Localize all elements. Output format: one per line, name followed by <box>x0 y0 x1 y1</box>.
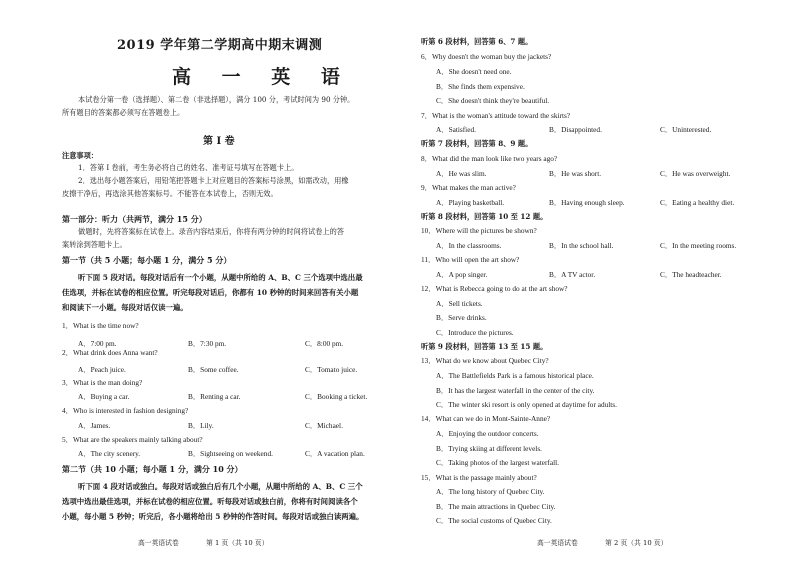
question-11: 11．Who will open the art show? <box>421 255 520 264</box>
material-6-title: 听第 6 段材料，回答第 6、7 题。 <box>421 37 533 46</box>
section2-inst-1: 听下面 4 段对话或独白。每段对话或独白后有几个小题，从题中所给的 A、B、C 三个 <box>78 482 363 491</box>
question-5: 5．What are the speakers mainly talking about? <box>62 435 203 444</box>
subject-title: 高 一 英 语 <box>172 66 352 88</box>
option-4a: A．James. <box>78 421 111 430</box>
material-7-title: 听第 7 段材料，回答第 8、9 题。 <box>421 139 533 148</box>
notes-title: 注意事项： <box>62 151 98 160</box>
volume1-title: 第 I 卷 <box>203 136 235 147</box>
option-1b: B．7:30 pm. <box>188 339 227 348</box>
option-4c: C．Michael. <box>305 421 343 430</box>
option-2a: A．Peach juice. <box>78 365 126 374</box>
option-8b: B．He was short. <box>549 169 602 178</box>
option-2c: C．Tomato juice. <box>305 365 358 374</box>
option-2b: B．Some coffee. <box>188 365 239 374</box>
option-14b: B．Trying skiing at different levels. <box>436 444 543 453</box>
left-footer-page: 第 1 页（共 10 页） <box>206 539 269 547</box>
question-4: 4．Who is interested in fashion designing? <box>62 406 189 415</box>
section1-title: 第一节（共 5 小题；每小题 1 分，满分 5 分） <box>62 255 232 265</box>
option-1a: A．7:00 pm. <box>78 339 117 348</box>
option-3b: B．Renting a car. <box>188 392 241 401</box>
question-15: 15．What is the passage mainly about? <box>421 473 537 482</box>
option-12a: A．Sell tickets. <box>436 299 483 308</box>
option-10a: A．In the classrooms. <box>436 241 502 250</box>
option-5a: A．The city scenery. <box>78 449 141 458</box>
question-9: 9．What makes the man active? <box>421 183 516 192</box>
option-7a: A．Satisfied. <box>436 125 476 134</box>
option-9b: B．Having enough sleep. <box>549 198 625 207</box>
question-3: 3．What is the man doing? <box>62 378 143 387</box>
section2-title: 第二节（共 10 小题；每小题 1 分，满分 10 分） <box>62 464 243 474</box>
part1-desc-1: 做题时，先将答案标在试卷上。录音内容结束后，你将有两分钟的时间将试卷上的答 <box>78 227 344 236</box>
option-6a: A．She doesn't need one. <box>436 67 512 76</box>
option-13c: C．The winter ski resort is only opened at daytime for adults. <box>436 400 617 409</box>
option-11a: A．A pop singer. <box>436 270 488 279</box>
note-2: 2．选出每小题答案后，用铅笔把答题卡上对应题目的答案标号涂黑，如需改动，用橡 <box>78 176 349 185</box>
question-7: 7．What is the woman's attitude toward the skirts? <box>421 111 571 120</box>
option-3c: C．Booking a ticket. <box>305 392 368 401</box>
option-12c: C．Introduce the pictures. <box>436 328 514 337</box>
right-footer-page: 第 2 页（共 10 页） <box>605 539 668 547</box>
section2-inst-2: 选项中选出最佳选项，并标在试卷的相应位置。听每段对话或独白前，你将有时间阅读各个 <box>62 497 358 506</box>
question-8: 8．What did the man look like two years ago? <box>421 154 558 163</box>
question-6: 6．Why doesn't the woman buy the jackets? <box>421 52 552 61</box>
option-7b: B．Disappointed. <box>549 125 602 134</box>
option-15a: A．The long history of Quebec City. <box>436 487 545 496</box>
option-8a: A．He was slim. <box>436 169 487 178</box>
intro-line-1: 本试卷分第一卷（选择题）、第二卷（非选择题），满分 100 分，考试时间为 90 分钟。 <box>78 95 355 104</box>
section1-inst-2: 佳选项，并标在试卷的相应位置。听完每段对话后，你都有 10 秒钟的时间来回答有关小题 <box>62 288 359 297</box>
option-10b: B．In the school hall. <box>549 241 614 250</box>
option-15b: B．The main attractions in Quebec City. <box>436 502 556 511</box>
question-13: 13．What do we know about Quebec City? <box>421 356 549 365</box>
part1-desc-2: 案转涂到答题卡上。 <box>62 240 127 249</box>
material-9-title: 听第 9 段材料，回答第 13 至 15 题。 <box>421 342 548 351</box>
option-5c: C．A vacation plan. <box>305 449 365 458</box>
option-3a: A．Buying a car. <box>78 392 130 401</box>
option-9a: A．Playing basketball. <box>436 198 505 207</box>
option-13b: B．It has the largest waterfall in the center of the city. <box>436 386 595 395</box>
question-10: 10．Where will the pictures be shown? <box>421 226 537 235</box>
option-11c: C．The headteacher. <box>660 270 722 279</box>
option-11b: B．A TV actor. <box>549 270 596 279</box>
option-12b: B．Serve drinks. <box>436 313 487 322</box>
question-12: 12．What is Rebecca going to do at the art show? <box>421 284 568 293</box>
part1-title: 第一部分：听力（共两节，满分 15 分） <box>62 214 207 224</box>
option-1c: C．8:00 pm. <box>305 339 344 348</box>
question-2: 2．What drink does Anna want? <box>62 348 158 357</box>
option-6b: B．She finds them expensive. <box>436 82 525 91</box>
section2-inst-3: 小题，每小题 5 秒钟；听完后，各小题将给出 5 秒钟的作答时间。每段对话或独白读两遍。 <box>62 512 364 521</box>
option-10c: C．In the meeting rooms. <box>660 241 737 250</box>
note-1: 1．答第 I 卷前，考生务必将自己的姓名、准考证号填写在答题卡上。 <box>78 163 299 172</box>
option-14a: A．Enjoying the outdoor concerts. <box>436 429 539 438</box>
section1-inst-3: 和阅读下一小题。每段对话仅读一遍。 <box>62 303 188 312</box>
option-14c: C．Taking photos of the largest waterfall. <box>436 458 559 467</box>
question-1: 1．What is the time now? <box>62 321 139 330</box>
option-6c: C．She doesn't think they're beautiful. <box>436 96 550 105</box>
option-13a: A．The Battlefields Park is a famous historical place. <box>436 371 594 380</box>
section1-inst-1: 听下面 5 段对话。每段对话后有一个小题，从题中所给的 A、B、C 三个选项中选出最 <box>78 273 363 282</box>
right-footer-name: 高一英语试卷 <box>537 539 578 547</box>
option-8c: C．He was overweight. <box>660 169 731 178</box>
option-7c: C．Uninterested. <box>660 125 712 134</box>
option-9c: C．Eating a healthy diet. <box>660 198 735 207</box>
option-5b: B．Sightseeing on weekend. <box>188 449 273 458</box>
note-2-cont: 皮擦干净后，再选涂其他答案标号。不能答在本试卷上，否则无效。 <box>62 189 278 198</box>
option-15c: C．The social customs of Quebec City. <box>436 516 552 525</box>
option-4b: B．Lily. <box>188 421 214 430</box>
question-14: 14．What can we do in Mont-Sainte-Anne? <box>421 414 551 423</box>
intro-line-2: 所有题目的答案都必须写在答题卷上。 <box>62 108 185 117</box>
material-8-title: 听第 8 段材料，回答第 10 至 12 题。 <box>421 212 548 221</box>
left-footer-name: 高一英语试卷 <box>138 539 179 547</box>
exam-title: 2019 学年第二学期高中期末调测 <box>117 38 323 53</box>
